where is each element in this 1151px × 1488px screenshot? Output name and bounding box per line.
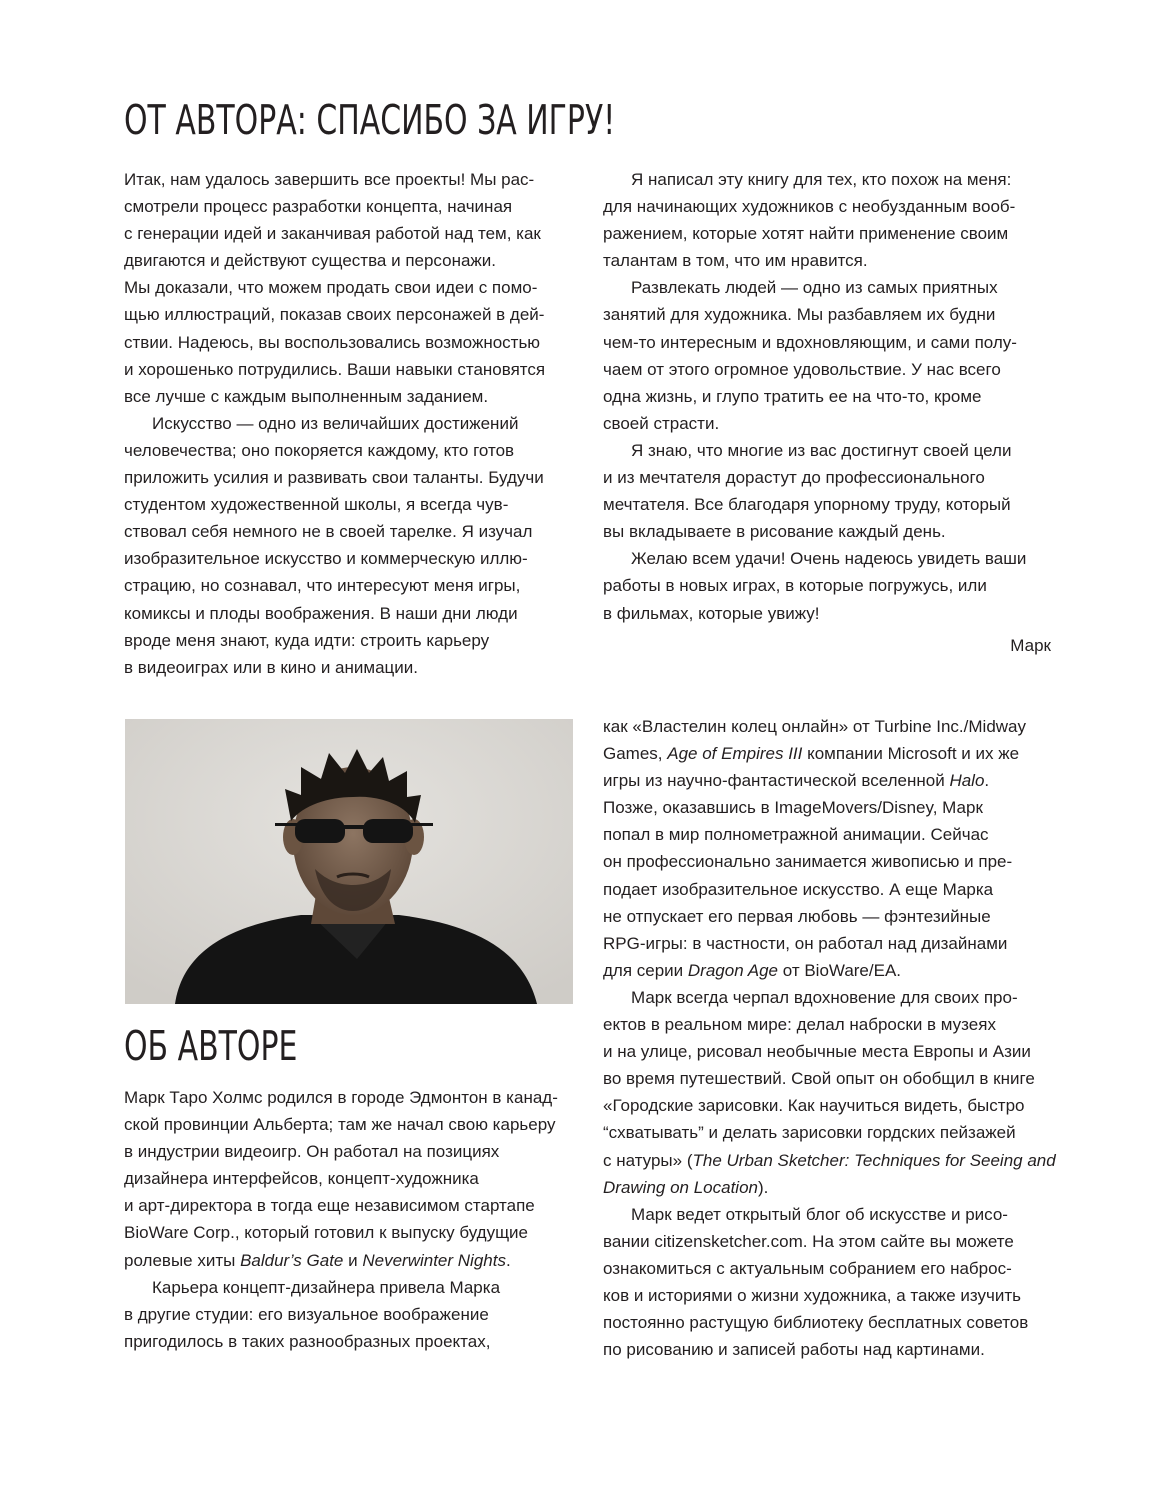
- text-line: занятий для художника. Мы разбавляем их будни: [603, 305, 996, 325]
- text-line: страцию, но сознавал, что интересуют меня игры,: [124, 576, 521, 596]
- page-title: ОТ АВТОРА: СПАСИБО ЗА ИГРУ!: [124, 96, 616, 144]
- text-line: Мы доказали, что можем продать свои идеи с помо-: [124, 278, 538, 298]
- text-line: подает изобразительное искусство. А еще Марка: [603, 879, 994, 899]
- text-line: ствии. Надеюсь, вы воспользовались возможностью: [124, 332, 541, 352]
- text-line: не отпускает его первая любовь — фэнтезийные: [603, 906, 991, 926]
- text-line: человечества; оно покоряется каждому, кто готов: [124, 440, 515, 460]
- text-line: постоянно растущую библиотеку бесплатных советов: [603, 1313, 1029, 1333]
- paragraph: [603, 713, 1051, 984]
- paragraph: [124, 166, 576, 410]
- text-line: для начинающих художников с необузданным вооб-: [603, 197, 1016, 217]
- text-line: изобразительное искусство и коммерческую иллю-: [124, 549, 528, 569]
- text-line: как «Властелин колец онлайн» от Turbine Inc./Midway: [603, 717, 1026, 736]
- author-signature: Марк: [1010, 636, 1051, 655]
- text-line: талантам в том, что им нравится.: [603, 251, 868, 271]
- text-line: в видеоиграх или в кино и анимации.: [124, 657, 418, 677]
- paragraph: [603, 984, 1056, 1201]
- text-line: чем-то интересным и вдохновляющим, и сами полу-: [603, 332, 1017, 352]
- text-line: мечтателя. Все благодаря упорному труду, который: [603, 495, 1011, 515]
- text-line: Я написал эту книгу для тех, кто похож на меня:: [631, 170, 1012, 189]
- text-line: во время путешествий. Свой опыт он обобщил в книге: [603, 1069, 1035, 1089]
- text-line: Итак, нам удалось завершить все проекты! Мы рас-: [124, 170, 535, 189]
- text-line: ков и историями о жизни художника, а также изучить: [603, 1285, 1022, 1305]
- text-line: по рисованию и записей работы над картинами.: [603, 1340, 985, 1360]
- text-line: Позже, оказавшись в ImageMovers/Disney, Марк: [603, 798, 983, 818]
- paragraph: [603, 545, 1051, 626]
- text-line: в другие студии: его визуальное воображение: [124, 1304, 489, 1324]
- text-line: двигаются и действуют существа и персонажи.: [124, 251, 497, 271]
- text-line: и хорошенько потрудились. Ваши навыки становятся: [124, 359, 546, 379]
- text-line: Желаю всем удачи! Очень надеюсь увидеть ваши: [631, 549, 1027, 569]
- paragraph: [603, 1201, 1051, 1364]
- text-line: пригодилось в таких разнообразных проектах,: [124, 1331, 491, 1351]
- paragraph: [124, 1274, 576, 1355]
- text-line: Развлекать людей — одно из самых приятных: [631, 278, 998, 298]
- text-line: смотрели процесс разработки концепта, начиная: [124, 197, 513, 217]
- text-line: Марк Таро Холмс родился в городе Эдмонтон в канад-: [124, 1088, 558, 1107]
- text-line: Марк ведет открытый блог об искусстве и рисо-: [631, 1204, 1008, 1224]
- section-title-about: ОБ АВТОРЕ: [124, 1022, 298, 1070]
- text-line: щью иллюстраций, показав своих персонажей в дей-: [124, 305, 545, 325]
- text-line: Марк всегда черпал вдохновение для своих про-: [631, 987, 1018, 1007]
- text-line: Drawing on Location).: [603, 1177, 769, 1197]
- text-line: “схватывать” и делать зарисовки гордских пейзажей: [603, 1123, 1016, 1143]
- text-line: и из мечтателя дорастут до профессионального: [603, 468, 985, 488]
- text-line: вы вкладываете в рисование каждый день.: [603, 522, 946, 542]
- text-line: RPG-игры: в частности, он работал над дизайнами: [603, 933, 1008, 953]
- text-line: ролевые хиты Baldur’s Gate и Neverwinter Nights.: [124, 1250, 511, 1270]
- text-line: ектов в реальном мире: делал наброски в музеях: [603, 1015, 996, 1035]
- text-line: ражением, которые хотят найти применение своим: [603, 224, 1009, 244]
- paragraph: [603, 166, 1051, 274]
- text-line: попал в мир полнометражной анимации. Сейчас: [603, 825, 989, 845]
- text-line: ствовал себя немного не в своей тарелке. Я изучал: [124, 522, 533, 542]
- text-line: с натуры» (The Urban Sketcher: Techniques for Seeing and: [603, 1150, 1056, 1170]
- text-line: с генерации идей и заканчивая работой над тем, как: [124, 224, 541, 244]
- about-column-right: [603, 713, 1056, 1363]
- thanks-column-left: [124, 166, 576, 681]
- text-line: одна жизнь, и глупо тратить ее на что-то, кроме: [603, 386, 982, 406]
- text-line: все лучше с каждым выполненным заданием.: [124, 386, 489, 406]
- author-photo: [125, 719, 573, 1004]
- about-column-left: [124, 1084, 576, 1355]
- text-line: ознакомиться с актуальным собранием его наброс-: [603, 1258, 1012, 1278]
- text-line: своей страсти.: [603, 413, 720, 433]
- paragraph: [124, 410, 576, 681]
- text-line: вроде меня знают, куда идти: строить карьеру: [124, 630, 490, 650]
- text-line: и арт-директора в тогда еще независимом стартапе: [124, 1196, 535, 1216]
- paragraph: [124, 1084, 576, 1274]
- text-line: дизайнера интерфейсов, концепт-художника: [124, 1169, 479, 1189]
- text-line: ской провинции Альберта; там же начал свою карьеру: [124, 1115, 556, 1135]
- text-line: для серии Dragon Age от BioWare/EA.: [603, 960, 902, 980]
- text-line: в индустрии видеоигр. Он работал на позициях: [124, 1142, 500, 1162]
- text-line: «Городские зарисовки. Как научиться видеть, быстро: [603, 1096, 1025, 1116]
- text-line: студентом художественной школы, я всегда чув-: [124, 495, 509, 515]
- thanks-column-right: [603, 166, 1051, 627]
- text-line: комиксы и плоды воображения. В наши дни люди: [124, 603, 518, 623]
- text-line: Искусство — одно из величайших достижений: [152, 413, 519, 433]
- text-line: работы в новых играх, в которые погружусь, или: [603, 576, 987, 596]
- text-line: и на улице, рисовал необычные места Европы и Азии: [603, 1042, 1031, 1062]
- text-line: он профессионально занимается живописью и пре-: [603, 852, 1013, 872]
- text-line: приложить усилия и развивать свои таланты. Будучи: [124, 468, 544, 488]
- text-line: чаем от этого огромное удовольствие. У нас всего: [603, 359, 1001, 379]
- text-line: Я знаю, что многие из вас достигнут своей цели: [631, 440, 1012, 460]
- paragraph: [603, 274, 1051, 437]
- text-line: Карьера концепт-дизайнера привела Марка: [152, 1277, 501, 1297]
- text-line: вании citizensketcher.com. На этом сайте вы можете: [603, 1231, 1014, 1251]
- text-line: BioWare Corp., который готовил к выпуску будущие: [124, 1223, 529, 1243]
- text-line: игры из научно-фантастической вселенной Halo.: [603, 771, 990, 791]
- text-line: в фильмах, которые увижу!: [603, 603, 820, 623]
- paragraph: [603, 437, 1051, 545]
- text-line: Games, Age of Empires III компании Microsoft и их же: [603, 744, 1020, 764]
